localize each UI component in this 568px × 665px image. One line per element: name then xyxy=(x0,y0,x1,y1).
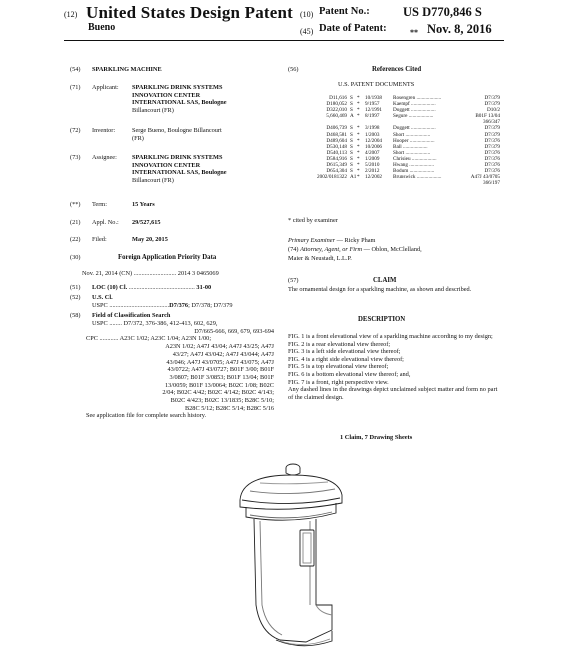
filed-label: Filed: xyxy=(92,236,107,243)
reference-number: 2002/0181322 xyxy=(317,174,347,181)
reference-date: 1/2009 xyxy=(365,155,380,162)
reference-kind: S xyxy=(350,95,353,101)
reference-name: Chrisieu ................... xyxy=(393,155,437,162)
reference-name: Doggett ................... xyxy=(393,107,436,114)
reference-class: D7/379 xyxy=(484,143,500,150)
field-search-body xyxy=(86,320,274,420)
term-value: 15 Years xyxy=(132,201,155,208)
header-divider xyxy=(64,40,504,41)
uscl-rest: ; D7/378; D7/379 xyxy=(188,302,233,309)
description-line: FIG. 7 is a front, right perspective view. xyxy=(288,378,389,386)
reference-class: D7/376 xyxy=(484,168,500,175)
filed-value: May 20, 2015 xyxy=(132,236,168,243)
reference-name: Ball ................... xyxy=(393,143,428,150)
field-search-line: USPC ........ D7/372, 376-386, 412-413, 602, 629, xyxy=(92,320,218,327)
reference-number: 5,660,469 xyxy=(326,113,347,120)
claim-code: (57) xyxy=(288,277,299,284)
reference-class: D10/2 xyxy=(487,107,500,114)
reference-kind: S xyxy=(350,149,353,156)
machine-body xyxy=(254,519,332,642)
primary-examiner xyxy=(288,237,375,245)
reference-date: 12/2004 xyxy=(365,137,383,144)
field-search-line: 43/0722; A47J 43/0727; B01F 3/00; B01F xyxy=(167,366,274,374)
field-search-line: B28C 5/12; B28C 5/14; B28C 5/16 xyxy=(184,404,274,412)
date-stars: ** xyxy=(410,28,418,37)
attorney-name: — Oblon, McClelland, xyxy=(362,246,422,253)
applicant-code: (71) xyxy=(70,84,81,91)
reference-kind: S xyxy=(350,162,353,169)
field-search-line: CPC ............ A23C 1/02; A23C 1/04; A23N 1/00; xyxy=(86,335,212,343)
applicant-line: INTERNATIONAL SAS, Boulogne xyxy=(132,99,227,107)
inventor-line: Serge Bueno, Boulogne Billancourt xyxy=(132,127,222,134)
reference-star: * xyxy=(357,149,360,156)
reference-kind: S xyxy=(350,101,353,108)
cited-by-examiner: * cited by examiner xyxy=(288,217,338,224)
reference-number: D406,739 xyxy=(326,125,347,132)
reference-class: D7/379 xyxy=(484,125,500,132)
appl-code: (21) xyxy=(70,219,81,226)
date-code: (45) xyxy=(300,27,314,36)
base xyxy=(276,631,332,646)
reference-class: D7/379 xyxy=(484,131,500,138)
reference-number: D530,148 xyxy=(326,143,347,150)
patent-no-code: (10) xyxy=(300,10,314,19)
loc-line xyxy=(92,284,272,292)
attorney xyxy=(288,246,422,254)
field-search-line: 43/27; A47J 43/042; A47J 43/044; A47J xyxy=(172,350,274,358)
field-search-line: 3/0807; B01F 3/0853; B01F 13/04; B01F xyxy=(169,373,274,381)
applicant-line: INNOVATION CENTER xyxy=(132,91,201,99)
assignee-label: Assignee: xyxy=(92,154,117,161)
uscl-line xyxy=(92,302,274,310)
description-line: FIG. 4 is a right side elevational view thereof; xyxy=(288,355,404,363)
inventor-label: Inventor: xyxy=(92,127,116,134)
reference-name: Hooper ................... xyxy=(393,137,435,144)
assignee-line: Billancourt (FR) xyxy=(132,177,174,185)
us-patent-docs-heading: U.S. PATENT DOCUMENTS xyxy=(338,81,415,88)
reference-kind: S xyxy=(350,107,353,114)
reference-number: D322,010 xyxy=(326,107,347,114)
reference-class-continued: 366/197 xyxy=(482,180,500,187)
reference-class: D7/376 xyxy=(484,155,500,162)
assignee-line: INTERNATIONAL SAS, Boulogne xyxy=(132,169,227,177)
front-window xyxy=(300,530,314,566)
reference-star: * xyxy=(357,125,360,132)
reference-kind: S xyxy=(350,143,353,150)
reference-kind: A1 xyxy=(350,174,357,181)
field-search-line: A23N 1/02; A47J 43/04; A47J 43/25; A47J xyxy=(165,343,274,351)
applicant-label: Applicant: xyxy=(92,84,119,91)
reference-name: Rosengren ................... xyxy=(393,95,442,101)
field-search-line: 43/046; A47J 43/0705; A47J 43/075; A47J xyxy=(166,358,274,366)
foreign-heading: Foreign Application Priority Data xyxy=(118,254,217,261)
attorney-label: Attorney, Agent, or Firm xyxy=(300,246,363,253)
description-line: FIG. 5 is a top elevational view thereof; xyxy=(288,363,389,371)
reference-star: * xyxy=(357,162,360,169)
reference-kind: S xyxy=(350,155,353,162)
reference-class: D7/379 xyxy=(484,95,500,101)
applicant-line: Billancourt (FR) xyxy=(132,107,174,115)
date-label: Date of Patent: xyxy=(319,23,387,34)
reference-name: Hwang ................... xyxy=(393,162,434,169)
uscl-label: U.S. Cl. xyxy=(92,294,113,301)
loc-label: LOC (10) Cl. xyxy=(92,284,128,291)
inventor-line: (FR) xyxy=(132,134,144,142)
reference-class: D7/376 xyxy=(484,137,500,144)
patent-title-banner: United States Design Patent xyxy=(86,3,294,22)
references-code: (56) xyxy=(288,66,299,73)
reference-name: Doggett ................... xyxy=(393,125,436,132)
reference-class: D7/376 xyxy=(484,162,500,169)
reference-date: 4/2007 xyxy=(365,149,380,156)
term-label: Term: xyxy=(92,201,107,208)
attorney-line2: Maier & Neustadt, L.L.P. xyxy=(288,255,352,262)
description-line: FIG. 2 is a rear elevational view thereof; xyxy=(288,340,391,348)
applicant-line: SPARKLING DRINK SYSTEMS xyxy=(132,84,223,91)
reference-star: * xyxy=(357,143,360,150)
description-line: Any dashed lines in the drawings depict unclaimed subject matter and form no part of the claimed design. xyxy=(288,386,498,401)
reference-date: 5/2010 xyxy=(365,162,380,169)
field-search-line: B02C 4/423; B02C 13/1835; B28C 5/10; xyxy=(170,397,274,405)
assignee-line: SPARKLING DRINK SYSTEMS xyxy=(132,154,223,161)
reference-date: 2/2012 xyxy=(365,168,380,175)
uscl-code: (52) xyxy=(70,294,81,301)
reference-class-continued: 366/347 xyxy=(482,119,500,126)
loc-code: (51) xyxy=(70,284,81,291)
reference-number: D11,616 xyxy=(329,95,347,101)
reference-class: D7/376 xyxy=(484,149,500,156)
description-body xyxy=(288,333,500,401)
drawings-count: 1 Claim, 7 Drawing Sheets xyxy=(340,434,413,441)
inventor-code: (72) xyxy=(70,127,81,134)
reference-name: Brunswick ................... xyxy=(393,174,442,181)
reference-star: * xyxy=(357,113,360,120)
foreign-code: (30) xyxy=(70,254,81,261)
reference-row xyxy=(305,180,500,186)
field-search-heading: Field of Classification Search xyxy=(92,312,171,319)
reference-number: D489,604 xyxy=(326,137,347,144)
reference-name: Short ................... xyxy=(393,149,431,156)
field-search-line: D7/665-666, 669, 679, 693-694 xyxy=(194,327,274,335)
reference-star: * xyxy=(357,174,360,181)
reference-class: B01F 13/04 xyxy=(475,113,500,120)
assignee-code: (73) xyxy=(70,154,81,161)
description-heading: DESCRIPTION xyxy=(358,316,406,323)
description-line: FIG. 1 is a front elevational view of a sparkling machine according to my design; xyxy=(288,333,493,340)
description-line: FIG. 3 is a left side elevational view thereof; xyxy=(288,348,401,356)
foreign-priority-line: Nov. 21, 2014 (CN) ........................... 2014 3 0465069 xyxy=(82,270,219,277)
reference-name: Kaempf ................... xyxy=(393,101,436,108)
reference-number: D540,113 xyxy=(326,149,347,156)
appl-label: Appl. No.: xyxy=(92,219,119,226)
uscl-primary: D7/376 xyxy=(169,302,189,309)
field-search-line: 13/0059; B01F 13/0064; B02C 1/08; B02C xyxy=(165,381,274,389)
term-code: (**) xyxy=(70,201,81,208)
reference-star: * xyxy=(357,101,360,108)
uscl-prefix: USPC ...................................... xyxy=(92,302,170,309)
claim-text: The ornamental design for a sparkling machine, as shown and described. xyxy=(288,286,472,293)
appl-value: 29/527,615 xyxy=(132,219,161,226)
assignee-value xyxy=(132,154,272,185)
reference-star: * xyxy=(357,155,360,162)
reference-star: * xyxy=(357,137,360,144)
description-line: FIG. 6 is a bottom elevational view thereof; and, xyxy=(288,370,411,378)
sparkling-machine-drawing xyxy=(220,455,350,655)
reference-date: 3/1998 xyxy=(365,125,380,132)
claim-heading: CLAIM xyxy=(373,277,397,284)
reference-name: Segure ................... xyxy=(393,113,434,120)
applicant-value xyxy=(132,84,272,115)
doc-kind-code: (12) xyxy=(64,10,78,19)
reference-date: 10/1938 xyxy=(365,95,383,101)
reference-kind: A xyxy=(350,113,354,120)
filed-code: (22) xyxy=(70,236,81,243)
reference-star: * xyxy=(357,95,360,101)
reference-class: A47J 43/0705 xyxy=(470,174,500,181)
reference-class: D7/379 xyxy=(484,101,500,108)
examiner-name: — Ricky Pham xyxy=(335,237,376,244)
references-heading: References Cited xyxy=(372,66,422,73)
reference-number: D615,349 xyxy=(326,162,347,169)
patent-no-label: Patent No.: xyxy=(319,6,370,17)
reference-star: * xyxy=(357,107,360,114)
reference-kind: S xyxy=(350,125,353,132)
header-inventor-name: Bueno xyxy=(88,22,116,33)
references-table xyxy=(305,95,500,186)
reference-date: 12/2002 xyxy=(365,174,383,181)
title-code: (54) xyxy=(70,66,81,73)
reference-star: * xyxy=(357,131,360,138)
reference-date: 9/1957 xyxy=(365,101,380,108)
reference-number: D584,916 xyxy=(326,155,347,162)
patent-date: Nov. 8, 2016 xyxy=(427,22,492,36)
attorney-code: (74) xyxy=(288,246,299,253)
field-search-code: (58) xyxy=(70,312,81,319)
invention-title: SPARKLING MACHINE xyxy=(92,66,162,73)
reference-name: Bodum ................... xyxy=(393,168,435,175)
reference-number: D180,052 xyxy=(326,101,347,108)
reference-kind: S xyxy=(350,137,353,144)
loc-value: 31-00 xyxy=(196,284,212,291)
field-search-line: 2/04; B02C 4/42; B02C 4/142; B02C 4/143; xyxy=(162,389,274,397)
reference-kind: S xyxy=(350,168,353,175)
examiner-label: Primary Examiner xyxy=(288,237,336,244)
assignee-line: INNOVATION CENTER xyxy=(132,161,201,169)
patent-number: US D770,846 S xyxy=(403,5,482,19)
reference-date: 10/2006 xyxy=(365,143,383,150)
inventor-value xyxy=(132,127,272,142)
loc-dots: .......................................... xyxy=(127,284,197,291)
field-search-line: See application file for complete search history. xyxy=(86,412,207,420)
reference-number: D654,304 xyxy=(326,168,347,175)
reference-date: 1/2003 xyxy=(365,131,380,138)
reference-date: 8/1997 xyxy=(365,113,380,120)
reference-name: Short ................... xyxy=(393,131,431,138)
reference-number: D468,581 xyxy=(326,131,347,138)
reference-date: 12/1991 xyxy=(365,107,383,114)
reference-star: * xyxy=(357,168,360,175)
reference-kind: S xyxy=(350,131,353,138)
